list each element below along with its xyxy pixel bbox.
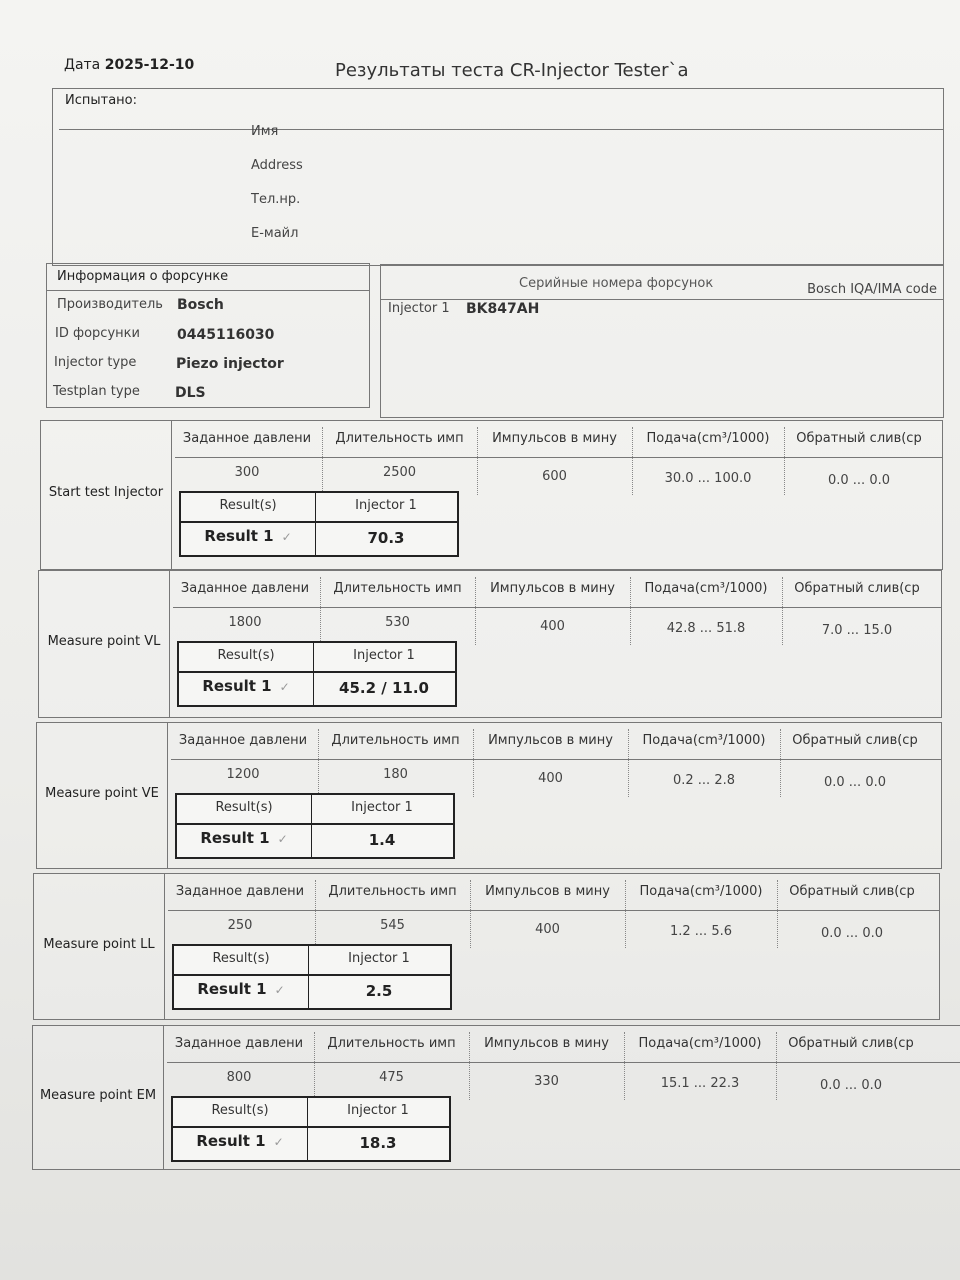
serial-injector-label: Injector 1	[388, 301, 450, 316]
result1-label: Result 1	[197, 980, 267, 998]
test-delivery-value: 42.8 ... 51.8	[666, 621, 746, 636]
serial-injector-value: BK847AH	[466, 301, 540, 317]
test-duration-value: 545	[380, 918, 405, 933]
test-duration-value: 530	[385, 615, 410, 630]
test-return-value: 0.0 ... 0.0	[823, 775, 886, 790]
column-header: Обратный слив(cp	[788, 1036, 914, 1051]
column-header: Длительность имп	[327, 1036, 456, 1051]
test-pressure-value: 1200	[226, 767, 260, 782]
test-pressure-value: 800	[226, 1070, 252, 1085]
column-header: Обратный слив(cp	[792, 733, 918, 748]
column-header: Заданное давлени	[178, 733, 308, 748]
result1-label: Result 1	[196, 1132, 266, 1150]
check-icon: ✓	[279, 680, 290, 694]
column-header: Длительность имп	[331, 733, 460, 748]
tested-email-label: Е-майл	[251, 226, 299, 241]
column-header: Длительность имп	[333, 581, 462, 596]
test-delivery-value: 0.2 ... 2.8	[672, 773, 735, 788]
column-header: Заданное давлени	[180, 581, 310, 596]
results-label: Result(s)	[215, 800, 273, 815]
tested-heading: Испытано:	[65, 93, 138, 108]
manufacturer-value: Bosch	[177, 297, 224, 313]
iqa-code-heading: Bosch IQA/IMA code	[807, 282, 937, 297]
testplan-type-value: DLS	[175, 385, 206, 401]
test-name: Measure point EM	[39, 1087, 157, 1103]
test-name: Start test Injector	[48, 485, 164, 500]
tested-address-label: Address	[251, 158, 303, 173]
column-header: Импульсов в мину	[484, 1036, 609, 1051]
result1-row	[181, 527, 315, 545]
injector-type-label: Injector type	[54, 355, 137, 370]
results-label: Result(s)	[212, 951, 270, 966]
test-name: Measure point LL	[43, 936, 155, 952]
test-duration-value: 475	[379, 1070, 404, 1085]
column-header: Обратный слив(cp	[789, 884, 915, 899]
report-title: Результаты теста CR-Injector Tester`a	[335, 60, 689, 81]
tested-box	[52, 88, 944, 266]
check-icon: ✓	[281, 530, 292, 544]
column-header: Подача(cm³/1000)	[639, 884, 763, 899]
test-section	[32, 1025, 960, 1170]
test-pressure-value: 300	[234, 465, 260, 480]
test-return-value: 0.0 ... 0.0	[827, 473, 890, 488]
test-delivery-value: 30.0 ... 100.0	[664, 471, 752, 486]
injector-id-label: ID форсунки	[55, 326, 140, 341]
test-section	[38, 570, 942, 718]
injector-id-value: 0445116030	[177, 327, 275, 343]
test-return-value: 7.0 ... 15.0	[821, 623, 893, 638]
test-duration-value: 2500	[382, 465, 417, 480]
injector-column-label: Injector 1	[355, 498, 417, 513]
result1-label: Result 1	[204, 527, 274, 545]
injector-column-label: Injector 1	[353, 648, 415, 663]
injector-type-value: Piezo injector	[176, 356, 284, 372]
report-date: Дата 2025-12-10	[64, 57, 195, 73]
results-label: Result(s)	[217, 648, 275, 663]
test-name: Measure point VL	[47, 634, 161, 649]
result-table	[175, 793, 455, 859]
result-table	[172, 944, 452, 1010]
column-header: Подача(cm³/1000)	[638, 1036, 762, 1051]
result-table	[171, 1096, 451, 1162]
results-label: Result(s)	[211, 1103, 269, 1118]
result1-row	[173, 1132, 307, 1150]
result1-row	[179, 677, 313, 695]
column-header: Заданное давлени	[182, 431, 312, 446]
column-header: Длительность имп	[328, 884, 457, 899]
test-pulses-value: 400	[535, 922, 560, 937]
test-delivery-value: 15.1 ... 22.3	[660, 1076, 740, 1091]
result-value: 70.3	[367, 529, 405, 547]
check-icon: ✓	[273, 1135, 284, 1149]
test-pulses-value: 600	[542, 469, 567, 484]
column-header: Импульсов в мину	[485, 884, 610, 899]
result-value: 18.3	[359, 1134, 397, 1152]
column-header: Длительность имп	[335, 431, 464, 446]
test-pressure-value: 250	[227, 918, 253, 933]
check-icon: ✓	[277, 832, 288, 846]
test-section	[36, 722, 942, 869]
test-return-value: 0.0 ... 0.0	[819, 1078, 882, 1093]
tested-name-label: Имя	[251, 124, 279, 139]
injector-info-heading: Информация о форсунке	[47, 264, 369, 291]
manufacturer-label: Производитель	[57, 297, 163, 312]
result-table	[179, 491, 459, 557]
test-section	[40, 420, 943, 570]
test-section	[33, 873, 940, 1020]
result1-row	[177, 829, 311, 847]
column-header: Импульсов в мину	[490, 581, 615, 596]
result1-row	[174, 980, 308, 998]
injector-info-box	[46, 263, 370, 408]
result-table	[177, 641, 457, 707]
testplan-type-label: Testplan type	[53, 384, 140, 399]
column-header: Заданное давлени	[175, 884, 305, 899]
test-return-value: 0.0 ... 0.0	[820, 926, 883, 941]
results-label: Result(s)	[219, 498, 277, 513]
result-value: 45.2 / 11.0	[339, 679, 429, 697]
result-value: 2.5	[365, 982, 393, 1000]
injector-column-label: Injector 1	[347, 1103, 409, 1118]
result1-label: Result 1	[202, 677, 272, 695]
test-pulses-value: 400	[538, 771, 563, 786]
column-header: Обратный слив(cp	[796, 431, 922, 446]
column-header: Подача(cm³/1000)	[646, 431, 770, 446]
test-pulses-value: 330	[534, 1074, 559, 1089]
injector-column-label: Injector 1	[348, 951, 410, 966]
column-header: Обратный слив(cp	[794, 581, 920, 596]
test-duration-value: 180	[383, 767, 408, 782]
result-value: 1.4	[368, 831, 396, 849]
tested-phone-label: Тел.нр.	[251, 192, 301, 207]
test-pulses-value: 400	[540, 619, 565, 634]
serial-numbers-box	[380, 264, 944, 418]
test-name: Measure point VE	[45, 785, 159, 801]
column-header: Подача(cm³/1000)	[642, 733, 766, 748]
serial-numbers-heading: Серийные номера форсунок Bosch IQA/IMA code	[381, 265, 943, 300]
column-header: Подача(cm³/1000)	[644, 581, 768, 596]
test-delivery-value: 1.2 ... 5.6	[669, 924, 732, 939]
check-icon: ✓	[274, 983, 285, 997]
result1-label: Result 1	[200, 829, 270, 847]
test-pressure-value: 1800	[228, 615, 262, 630]
column-header: Импульсов в мину	[492, 431, 617, 446]
column-header: Импульсов в мину	[488, 733, 613, 748]
column-header: Заданное давлени	[174, 1036, 304, 1051]
injector-column-label: Injector 1	[351, 800, 413, 815]
